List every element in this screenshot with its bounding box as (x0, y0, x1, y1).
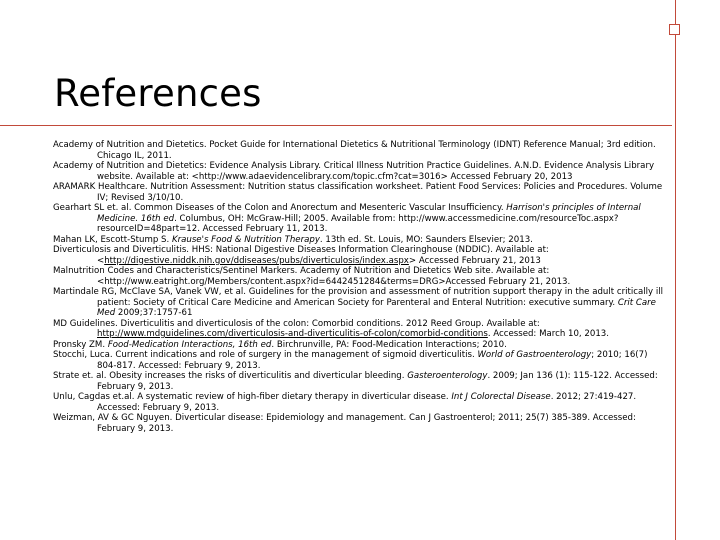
reference-text: MD Guidelines. Diverticulitis and diverticulosis of the colon: Comorbid conditions. 2012 Reed Group. Available at: (53, 318, 540, 329)
reference-text: . Accessed: March 10, 2013. (487, 329, 609, 339)
reference-text: . Birchrunville, PA: Food-Medication Interactions; 2010. (271, 339, 507, 350)
reference-item (53, 203, 665, 235)
reference-item (53, 413, 665, 434)
reference-text: Academy of Nutrition and Dietetics: Evidence Analysis Library. Critical Illness Nutrition Practice Guidelines. A.N.D. Evidence Analysis Library website. Available at: <http://www.adaevidencelibrary.com/topic.cfm?cat=3016> Accessed February 20, 2013 (53, 161, 655, 182)
reference-item (53, 350, 665, 371)
reference-italic-text: Krause's Food & Nutrition Therapy (171, 234, 320, 245)
reference-text: Stocchi, Luca. Current indications and role of surgery in the management of sigmoid diverticulitis. (53, 350, 478, 360)
accent-vertical-line (675, 0, 676, 540)
reference-text: Unlu, Cagdas et.al. A systematic review of high-fiber dietary therapy in diverticular disease. (53, 392, 452, 402)
reference-item (53, 287, 665, 319)
reference-text: ; 2010; 16(7) 804-817. Accessed: February 9, 2013. (97, 350, 648, 371)
reference-item (53, 140, 665, 161)
slide-title: References (54, 72, 262, 115)
reference-italic-text: Food-Medication Interactions, 16th ed (107, 339, 272, 350)
reference-text: ARAMARK Healthcare. Nutrition Assessment: Nutrition status classification worksheet. Patient Food Services: Policies and Procedures. Volume IV; Revised 3/10/10. (53, 182, 663, 203)
reference-item (53, 319, 665, 340)
reference-item (53, 392, 665, 413)
reference-text: Malnutrition Codes and Characteristics/Sentinel Markers. Academy of Nutrition and Dietetics Web site. Available at:<http://www.eatright.org/Members/content.aspx?id=6442451284&terms=DRG>Accessed February 21, 2013. (53, 266, 571, 287)
reference-text: Pronsky ZM. (53, 339, 108, 350)
reference-italic-text: Crit Care Med (97, 297, 656, 318)
reference-item (53, 371, 665, 392)
reference-text: Weizman, AV & GC Nguyen. Diverticular disease: Epidemiology and management. Can J Gastroenterol; 2011; 25(7) 385-389. Accessed: February 9, 2013. (53, 413, 636, 434)
reference-italic-text: World of Gastroenterology (477, 350, 592, 360)
reference-list (53, 140, 665, 434)
reference-text: . Columbus, OH: McGraw-Hill; 2005. Available from: http://www.accessmedicine.com/resourceToc.aspx?resourceID=48part=12. Accessed February 11, 2013. (97, 213, 619, 234)
reference-text: > Accessed February 21, 2013 (408, 255, 541, 266)
reference-item (53, 245, 665, 266)
reference-text: . 2009; Jan 136 (1): 115-122. Accessed: February 9, 2013. (97, 371, 658, 392)
reference-item (53, 340, 665, 351)
accent-corner-square (669, 24, 680, 35)
reference-italic-text: Harrison's principles of Internal Medicine. 16th ed (97, 203, 641, 224)
reference-text: Gearhart SL et. al. Common Diseases of the Colon and Anorectum and Mesenteric Vascular Insufficiency. (53, 203, 507, 213)
reference-text: . 13th ed. St. Louis, MO: Saunders Elsevier; 2013. (319, 234, 533, 245)
reference-text: Martindale RG, McClave SA, Vanek VW, et al. Guidelines for the provision and assessment of nutrition support therapy in the adult critically ill patient: Society of Critical Care Medicine and American Society for Parenteral and Enteral Nutrition: executive summary. (53, 287, 663, 308)
accent-horizontal-line (0, 125, 672, 126)
reference-item (53, 266, 665, 287)
reference-text: Diverticulosis and Diverticulitis. HHS: National Digestive Diseases Information Clearinghouse (NDDIC). Available at:< (53, 245, 549, 266)
reference-text: Mahan LK, Escott-Stump S. (53, 234, 172, 245)
reference-link[interactable]: http://www.mdguidelines.com/diverticulosis-and-diverticulitis-of-colon/comorbid-conditions (97, 329, 488, 339)
reference-item (53, 182, 665, 203)
reference-link[interactable]: http://digestive.niddk.nih.gov/ddiseases/pubs/diverticulosis/index.aspx (104, 255, 409, 266)
reference-text: . 2012; 27:419-427. Accessed: February 9, 2013. (97, 392, 637, 413)
reference-item (53, 161, 665, 182)
reference-text: 2009;37:1757-61 (115, 308, 193, 318)
reference-italic-text: Gasteroenterology (407, 371, 488, 381)
reference-item (53, 235, 665, 246)
reference-text: Academy of Nutrition and Dietetics. Pocket Guide for International Dietetics & Nutritional Terminology (IDNT) Reference Manual; 3rd edition. Chicago IL, 2011. (53, 140, 656, 161)
reference-italic-text: Int J Colorectal Disease (451, 392, 551, 402)
reference-text: Strate et. al. Obesity increases the risks of diverticulitis and diverticular bleeding. (53, 371, 408, 381)
